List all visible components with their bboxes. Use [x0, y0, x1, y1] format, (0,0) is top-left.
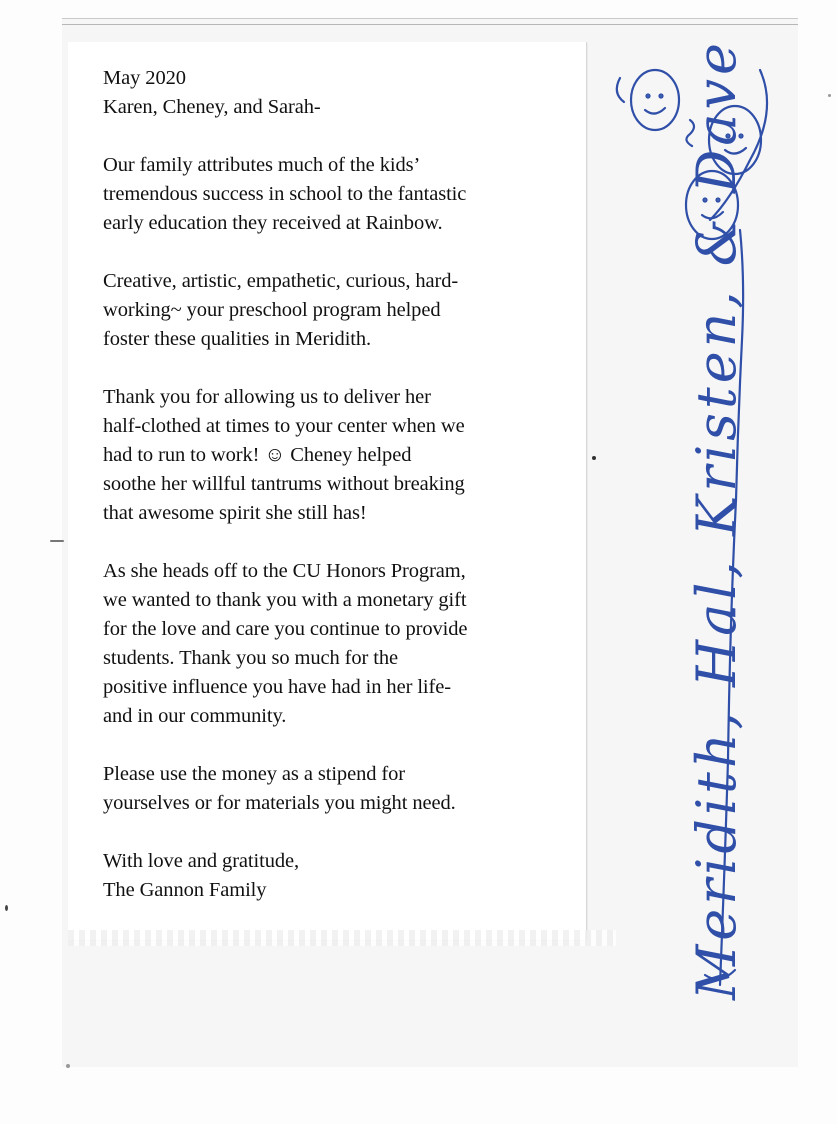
letter-date: May 2020 [103, 67, 186, 89]
paragraph-line: Please use the money as a stipend for [103, 763, 406, 785]
letter-salutation: Karen, Cheney, and Sarah- [103, 96, 321, 118]
paragraph-line: Our family attributes much of the kids’ [103, 154, 421, 176]
scan-speck [50, 540, 64, 542]
paragraph-line: positive influence you have had in her life- [103, 676, 451, 698]
card-fold-line [62, 24, 798, 25]
paragraph-line: for the love and care you continue to provide [103, 618, 468, 640]
paragraph-line: and in our community. [103, 705, 287, 727]
scan-speck [828, 94, 831, 97]
paragraph-line: Thank you for allowing us to deliver her [103, 386, 431, 408]
paragraph-line: students. Thank you so much for the [103, 647, 399, 669]
letter-signature: The Gannon Family [103, 879, 267, 901]
letter-closing: With love and gratitude, [103, 850, 300, 872]
paragraph-line: working~ your preschool program helped [103, 299, 441, 321]
paragraph-line: foster these qualities in Meridith. [103, 328, 372, 350]
torn-paper-edge [68, 930, 616, 946]
paragraph-line: that awesome spirit she still has! [103, 502, 367, 524]
paragraph-line: Creative, artistic, empathetic, curious, hard- [103, 270, 459, 292]
paragraph-line: soothe her willful tantrums without breaking [103, 473, 465, 495]
paragraph-line: early education they received at Rainbow. [103, 212, 443, 234]
paragraph-line: As she heads off to the CU Honors Program, [103, 560, 466, 582]
paragraph-line: we wanted to thank you with a monetary gift [103, 589, 467, 611]
paragraph-line: yourselves or for materials you might need. [103, 792, 456, 814]
paragraph-line: tremendous success in school to the fantastic [103, 183, 467, 205]
signature-text: Meridith, Hal, Kristen, & Dave [685, 39, 748, 1000]
paragraph-line: half-clothed at times to your center when we [103, 415, 465, 437]
letter-body [103, 64, 573, 905]
scan-speck [5, 905, 8, 911]
scan-speck [592, 456, 596, 460]
paragraph-line: had to run to work! ☺ Cheney helped [103, 444, 412, 466]
scan-speck [66, 1064, 70, 1068]
